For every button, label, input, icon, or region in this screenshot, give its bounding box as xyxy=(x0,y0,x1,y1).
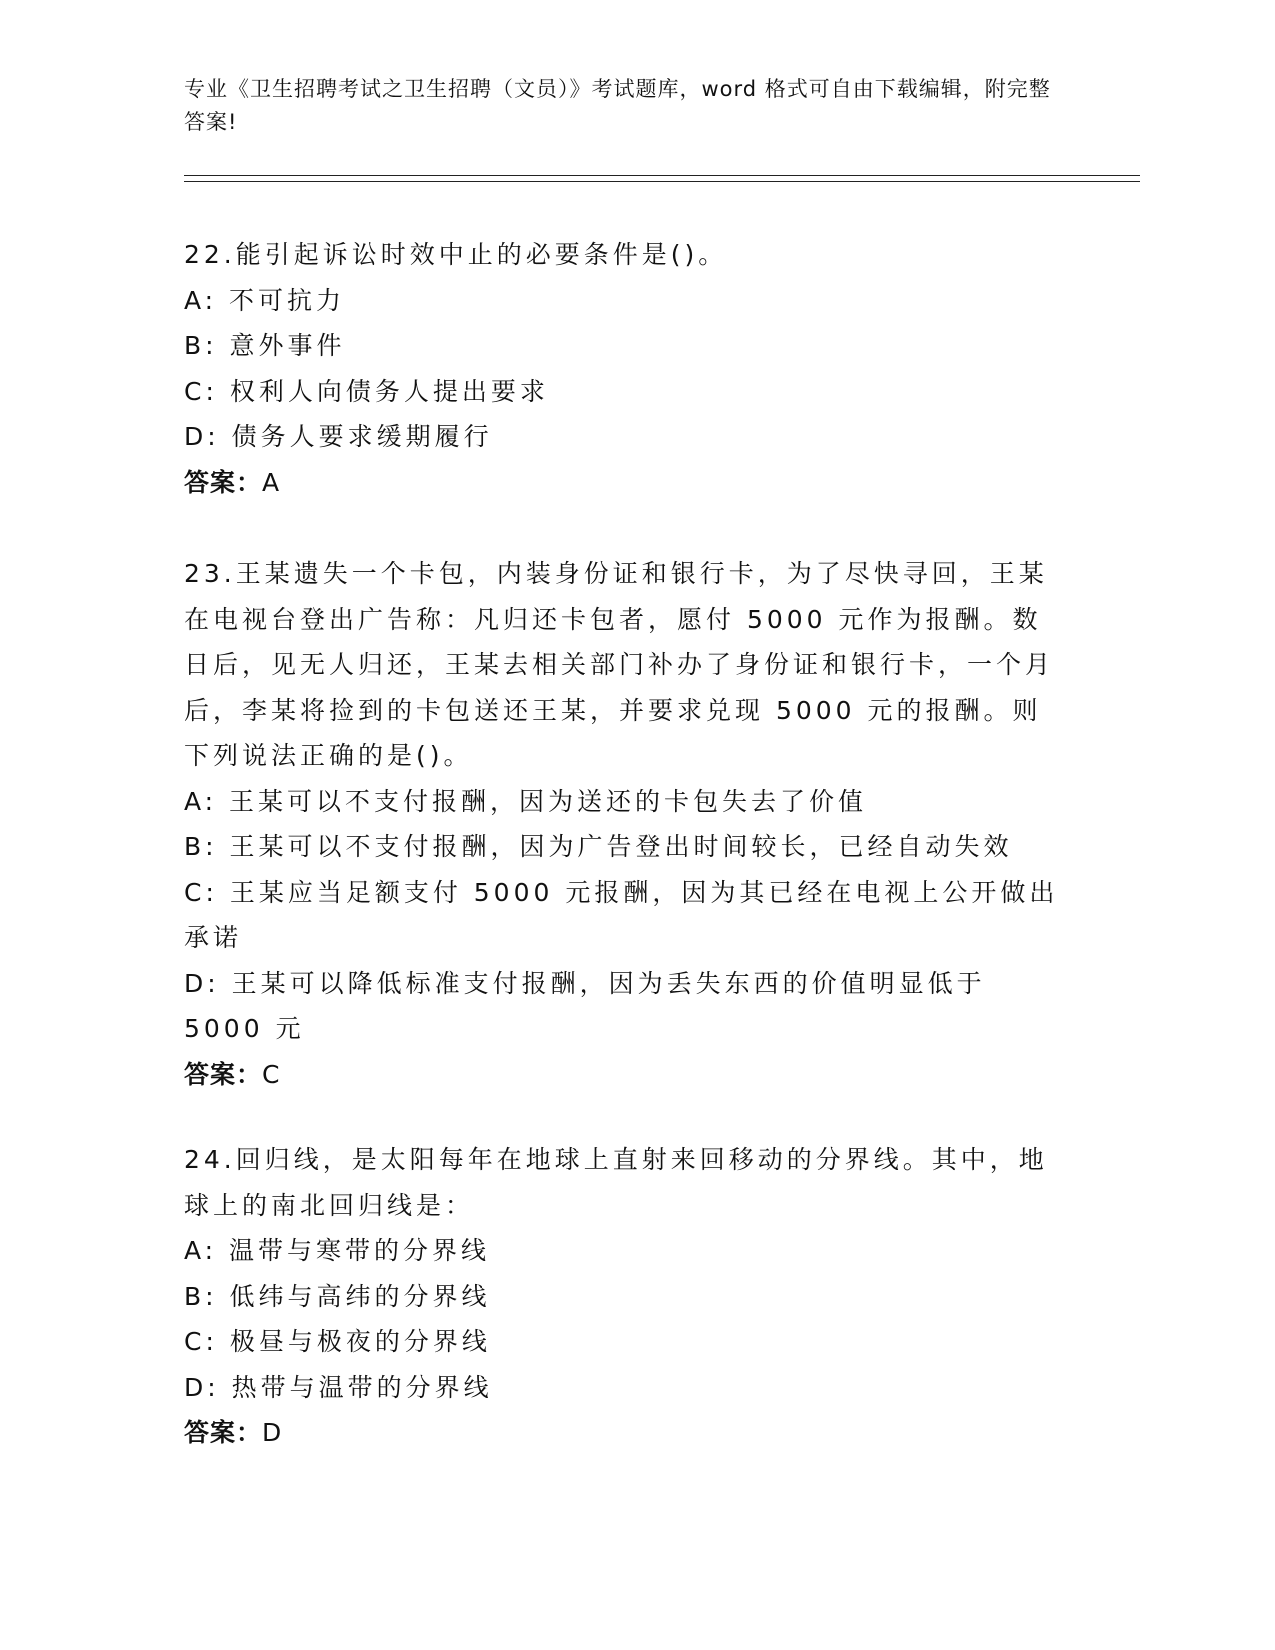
header-divider-bottom xyxy=(184,181,1140,182)
answer-line xyxy=(184,1052,1064,1098)
option-c: C: 极昼与极夜的分界线 xyxy=(184,1327,491,1356)
option-b: B: 低纬与高纬的分界线 xyxy=(184,1281,491,1311)
document-header xyxy=(184,73,1064,139)
question-stem: 23.王某遗失一个卡包，内装身份证和银行卡，为了尽快寻回，王某在电视台登出广告称：凡归还卡包者，愿付 5000 元作为报酬。数日后，见无人归还，王某去相关部门补办了身份证和银行卡，一个月后，李某将捡到的卡包送还王某，并要求兑现 5000 元的报酬。则下列说法正确的是()。 xyxy=(184,559,1055,770)
answer-label: 答案： xyxy=(184,1418,263,1447)
question-stem: 24.回归线，是太阳每年在地球上直射来回移动的分界线。其中，地球上的南北回归线是： xyxy=(184,1145,1048,1220)
answer-value: C xyxy=(262,1059,281,1089)
answer-label: 答案： xyxy=(184,1059,263,1089)
option-d: D: 王某可以降低标准支付报酬，因为丢失东西的价值明显低于 5000 元 xyxy=(184,968,986,1043)
header-intro-text: 专业《卫生招聘考试之卫生招聘（文员）》考试题库，word 格式可自由下载编辑，附完整答案! xyxy=(184,77,1051,134)
option-c: C: 权利人向债务人提出要求 xyxy=(184,376,549,406)
option-b: B: 意外事件 xyxy=(184,331,346,360)
option-d: D: 热带与温带的分界线 xyxy=(184,1372,493,1402)
option-c: C: 王某应当足额支付 5000 元报酬，因为其已经在电视上公开做出承诺 xyxy=(184,877,1059,952)
answer-line xyxy=(184,1410,1064,1456)
option-a: A: 不可抗力 xyxy=(184,285,346,315)
option-b: B: 王某可以不支付报酬，因为广告登出时间较长，已经自动失效 xyxy=(184,832,1013,861)
question-22 xyxy=(184,232,1064,505)
answer-value: A xyxy=(262,467,281,497)
option-d: D: 债务人要求缓期履行 xyxy=(184,422,493,451)
question-stem: 22.能引起诉讼时效中止的必要条件是()。 xyxy=(184,240,728,269)
option-a: A: 温带与寒带的分界线 xyxy=(184,1236,491,1265)
header-divider-top xyxy=(184,175,1140,176)
answer-label: 答案： xyxy=(184,467,263,497)
answer-line xyxy=(184,460,1064,506)
question-24 xyxy=(184,1137,1064,1456)
answer-value: D xyxy=(262,1418,283,1447)
question-23 xyxy=(184,551,1064,1097)
option-a: A: 王某可以不支付报酬，因为送还的卡包失去了价值 xyxy=(184,786,868,816)
